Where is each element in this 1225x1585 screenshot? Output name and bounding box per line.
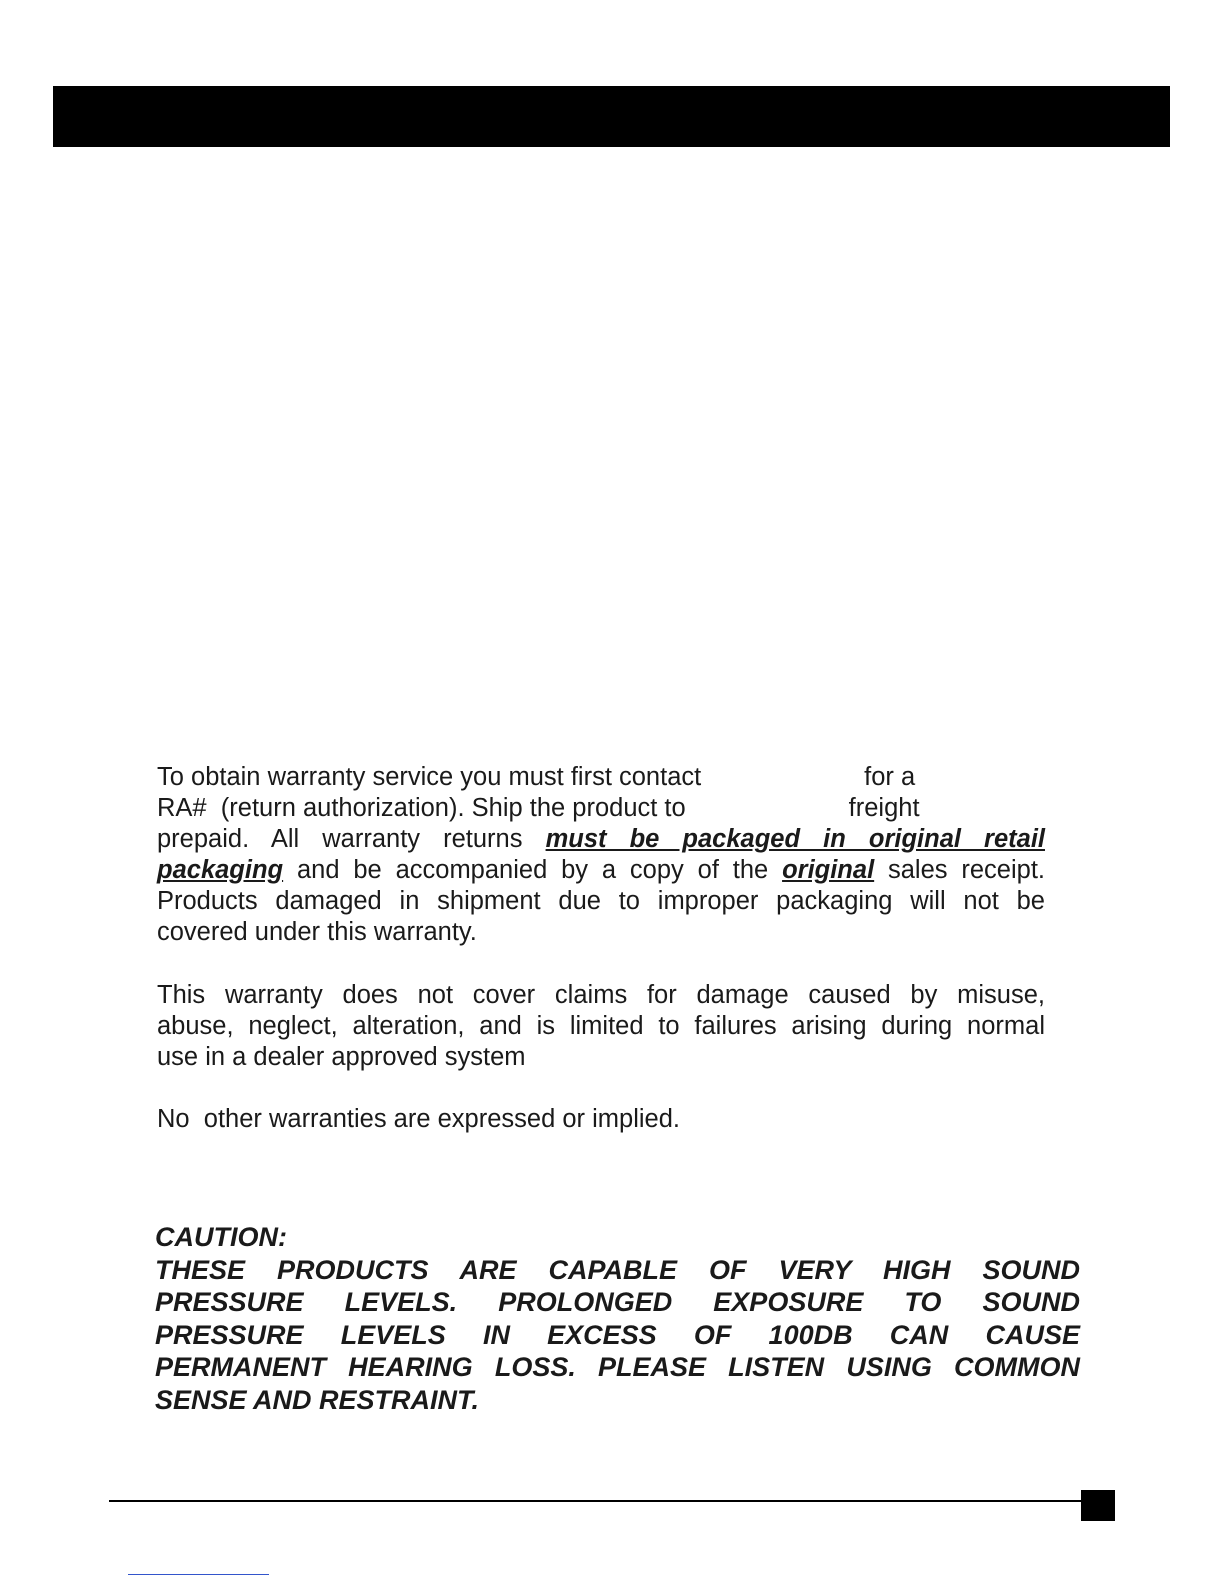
warranty-line-2: RA# (return authorization). Ship the product to freight — [157, 794, 920, 822]
warranty-line-3-text: prepaid. All warranty returns — [157, 825, 546, 853]
caution-line-3: PRESSURE LEVELS IN EXCESS OF 100DB CAN CAUSE — [155, 1319, 1080, 1350]
packaging-emphasis: must be packaged in original retail — [545, 825, 1045, 853]
caution-line-2: PRESSURE LEVELS. PROLONGED EXPOSURE TO SOUND — [155, 1287, 1080, 1317]
packaging-emphasis-cont: packaging — [157, 856, 284, 884]
bottom-link-underline — [128, 1574, 269, 1575]
warranty-line-4-end: sales receipt. — [874, 856, 1046, 884]
footer-rule — [109, 1500, 1081, 1502]
exclusions-line-3: use in a dealer approved system — [157, 1043, 526, 1071]
warranty-line-4 — [157, 855, 1045, 886]
page-number-marker — [1081, 1490, 1115, 1521]
warranty-line-3 — [157, 824, 1045, 855]
caution-block — [155, 1221, 1080, 1416]
warranty-line-5: Products damaged in shipment due to improper packaging will not be — [157, 887, 1045, 915]
no-other-warranties-text: No other warranties are expressed or implied. — [157, 1105, 680, 1133]
warranty-line-4-text: and be accompanied by a copy of the — [283, 856, 783, 884]
warranty-exclusions-paragraph — [157, 980, 1045, 1073]
exclusions-line-2: abuse, neglect, alteration, and is limited to failures arising during normal — [157, 1012, 1045, 1040]
exclusions-line-1: This warranty does not cover claims for damage caused by misuse, — [157, 981, 1045, 1009]
original-emphasis: original — [782, 856, 875, 884]
warranty-service-paragraph — [157, 762, 1045, 948]
warranty-line-1: To obtain warranty service you must first contact for a — [157, 763, 916, 791]
caution-title: CAUTION: — [155, 1222, 287, 1252]
header-bar — [53, 86, 1170, 147]
caution-line-5: SENSE AND RESTRAINT. — [155, 1384, 480, 1415]
caution-line-1: THESE PRODUCTS ARE CAPABLE OF VERY HIGH SOUND — [155, 1254, 1080, 1285]
warranty-line-6: covered under this warranty. — [157, 918, 477, 946]
caution-line-4: PERMANENT HEARING LOSS. PLEASE LISTEN USING COMMON — [155, 1352, 1080, 1382]
no-other-warranties — [157, 1104, 1045, 1135]
